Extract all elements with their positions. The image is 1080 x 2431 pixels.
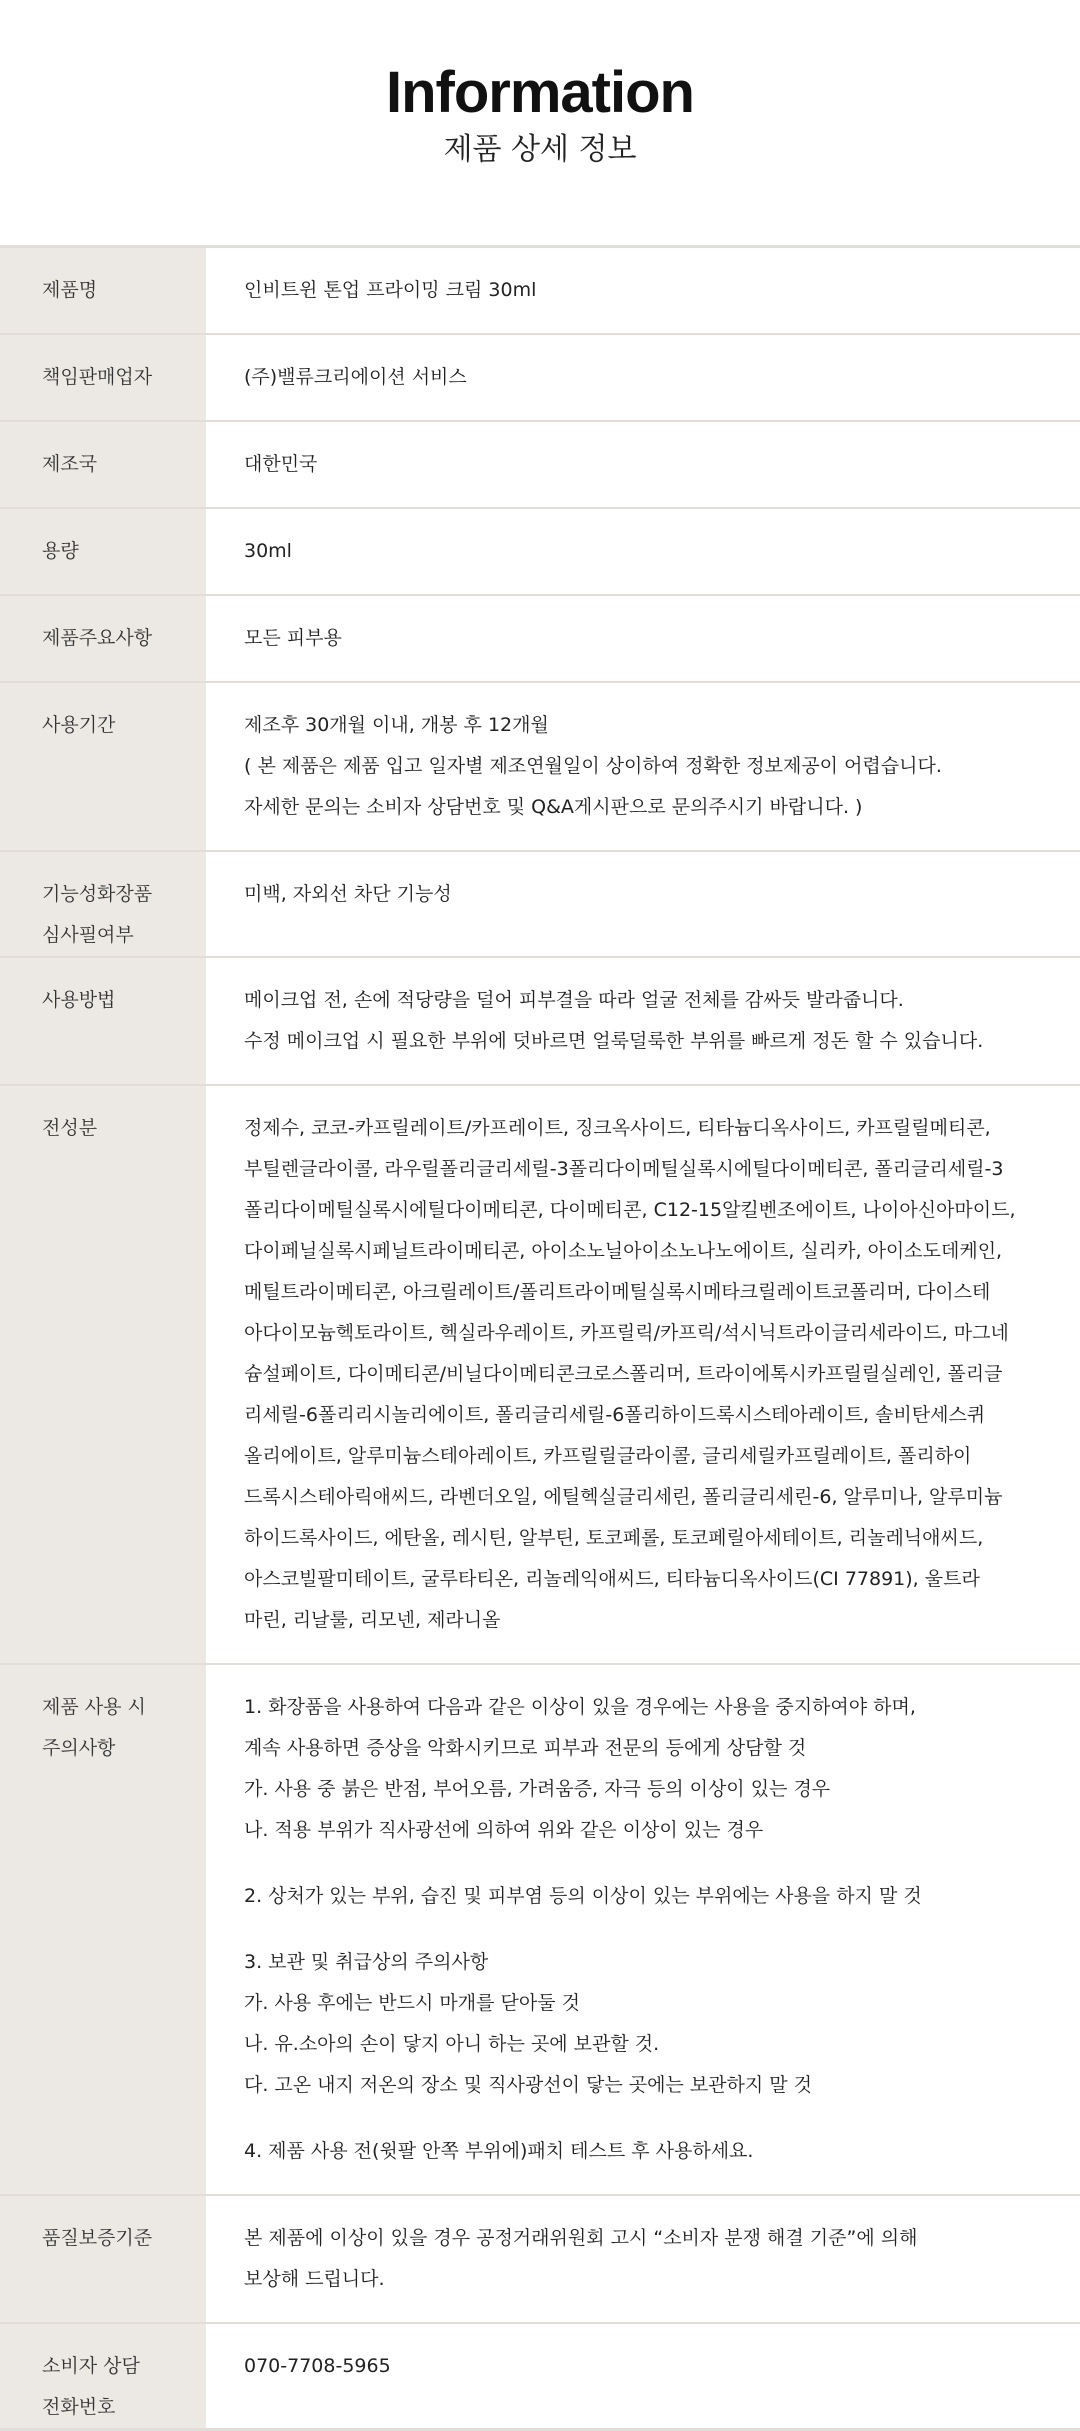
value-line: 30ml <box>244 540 292 562</box>
row-label: 사용방법 <box>0 958 206 1084</box>
info-row-product-name <box>0 248 1080 335</box>
row-label: 품질보증기준 <box>0 2196 206 2322</box>
value-line: 마린, 리날룰, 리모넨, 제라니올 <box>244 1609 501 1631</box>
value-line: 아다이모늄헥토라이트, 헥실라우레이트, 카프릴릭/카프릭/석시닉트라이글리세라이드, 마그네 <box>244 1322 1009 1344</box>
row-label: 전성분 <box>0 1086 206 1663</box>
precaution-line: 다. 고온 내지 저온의 장소 및 직사광선이 닿는 곳에는 보관하지 말 것 <box>244 2074 813 2096</box>
value-line: 아스코빌팔미테이트, 굴루타티온, 리놀레익애씨드, 티타늄디옥사이드(CI 77891), 울트라 <box>244 1568 980 1590</box>
value-line: 미백, 자외선 차단 기능성 <box>244 883 452 905</box>
section-gap <box>244 2106 1050 2131</box>
precaution-line: 3. 보관 및 취급상의 주의사항 <box>244 1951 489 1973</box>
value-line: 보상해 드립니다. <box>244 2268 385 2290</box>
row-label: 제품주요사항 <box>0 596 206 681</box>
row-label: 소비자 상담 전화번호 <box>0 2324 206 2428</box>
row-value <box>206 509 1080 594</box>
precaution-line: 나. 적용 부위가 직사광선에 의하여 위와 같은 이상이 있는 경우 <box>244 1819 764 1841</box>
value-line: 리세릴-6폴리리시놀리에이트, 폴리글리세릴-6폴리하이드록시스테아레이트, 솔비탄세스퀴 <box>244 1404 986 1426</box>
precaution-line: 나. 유.소아의 손이 닿지 아니 하는 곳에 보관할 것. <box>244 2033 660 2055</box>
row-label: 책임판매업자 <box>0 335 206 420</box>
info-row-capacity <box>0 509 1080 596</box>
value-line: 드록시스테아릭애씨드, 라벤더오일, 에틸헥실글리세린, 폴리글리세린-6, 알루미나, 알루미늄 <box>244 1486 1003 1508</box>
info-row-how-to-use <box>0 958 1080 1086</box>
info-row-precautions <box>0 1665 1080 2196</box>
row-value <box>206 852 1080 956</box>
row-value <box>206 248 1080 333</box>
value-line: (주)밸류크리에이션 서비스 <box>244 366 467 388</box>
page-header <box>0 0 1080 245</box>
info-row-country-of-manufacture <box>0 422 1080 509</box>
value-line: 메틸트라이메티콘, 아크릴레이트/폴리트라이메틸실록시메타크릴레이트코폴리머, 다이스테 <box>244 1281 991 1303</box>
info-row-consumer-contact <box>0 2324 1080 2428</box>
page-subtitle: 제품 상세 정보 <box>443 132 637 167</box>
row-label: 제조국 <box>0 422 206 507</box>
info-row-responsible-seller <box>0 335 1080 422</box>
value-line: 폴리다이메틸실록시에틸다이메티콘, 다이메티콘, C12-15알킬벤조에이트, 나이아신아마이드, <box>244 1199 1016 1221</box>
value-line: 슘설페이트, 다이메티콘/비닐다이메티콘크로스폴리머, 트라이에톡시카프릴릴실레인, 폴리글 <box>244 1363 1003 1385</box>
value-line: 다이페닐실록시페닐트라이메티콘, 아이소노닐아이소노나노에이트, 실리카, 아이소도데케인, <box>244 1240 1003 1262</box>
info-row-ingredients <box>0 1086 1080 1665</box>
value-line: 올리에이트, 알루미늄스테아레이트, 카프릴릴글라이콜, 글리세릴카프릴레이트, 폴리하이 <box>244 1445 972 1467</box>
row-value <box>206 958 1080 1084</box>
info-row-main-specs <box>0 596 1080 683</box>
value-line: 모든 피부용 <box>244 627 342 649</box>
value-line: 인비트윈 톤업 프라이밍 크림 30ml <box>244 279 537 301</box>
info-row-quality-guarantee <box>0 2196 1080 2324</box>
value-line: 본 제품에 이상이 있을 경우 공정거래위원회 고시 “소비자 분쟁 해결 기준”에 의해 <box>244 2227 918 2249</box>
row-value <box>206 596 1080 681</box>
row-label: 사용기간 <box>0 683 206 850</box>
row-value <box>206 683 1080 850</box>
row-value <box>206 2196 1080 2322</box>
value-line: 제조후 30개월 이내, 개봉 후 12개월 <box>244 714 549 736</box>
precaution-line: 1. 화장품을 사용하여 다음과 같은 이상이 있을 경우에는 사용을 중지하여야 하며, <box>244 1696 916 1718</box>
value-line: 수정 메이크업 시 필요한 부위에 덧바르면 얼룩덜룩한 부위를 빠르게 정돈 할 수 있습니다. <box>244 1030 984 1052</box>
precaution-line: 4. 제품 사용 전(윗팔 안쪽 부위에)패치 테스트 후 사용하세요. <box>244 2140 754 2162</box>
value-line: 메이크업 전, 손에 적당량을 덜어 피부결을 따라 얼굴 전체를 감싸듯 발라줍니다. <box>244 989 904 1011</box>
product-info-table <box>0 245 1080 2431</box>
row-label: 제품 사용 시 주의사항 <box>0 1665 206 2194</box>
info-row-usage-period <box>0 683 1080 852</box>
value-line: ( 본 제품은 제품 입고 일자별 제조연월일이 상이하여 정확한 정보제공이 어렵습니다. <box>244 755 942 777</box>
section-gap <box>244 1851 1050 1876</box>
precaution-line: 2. 상처가 있는 부위, 습진 및 피부염 등의 이상이 있는 부위에는 사용을 하지 말 것 <box>244 1885 922 1907</box>
value-line: 부틸렌글라이콜, 라우릴폴리글리세릴-3폴리다이메틸실록시에틸다이메티콘, 폴리글리세릴-3 <box>244 1158 1004 1180</box>
value-line: 070-7708-5965 <box>244 2355 391 2377</box>
row-value <box>206 2324 1080 2428</box>
value-line: 대한민국 <box>244 453 318 475</box>
precaution-line: 가. 사용 후에는 반드시 마개를 닫아둘 것 <box>244 1992 580 2014</box>
page-title: Information <box>386 60 694 125</box>
row-value <box>206 335 1080 420</box>
value-line: 정제수, 코코-카프릴레이트/카프레이트, 징크옥사이드, 티타늄디옥사이드, 카프릴릴메티콘, <box>244 1117 991 1139</box>
row-label: 용량 <box>0 509 206 594</box>
row-label: 제품명 <box>0 248 206 333</box>
info-row-functional-cosmetics <box>0 852 1080 958</box>
precaution-line: 계속 사용하면 증상을 악화시키므로 피부과 전문의 등에게 상담할 것 <box>244 1737 807 1759</box>
row-value <box>206 422 1080 507</box>
precaution-line: 가. 사용 중 붉은 반점, 부어오름, 가려움증, 자극 등의 이상이 있는 경우 <box>244 1778 831 1800</box>
row-value <box>206 1665 1080 2194</box>
value-line: 하이드록사이드, 에탄올, 레시틴, 알부틴, 토코페롤, 토코페릴아세테이트, 리놀레닉애씨드, <box>244 1527 984 1549</box>
value-line: 자세한 문의는 소비자 상담번호 및 Q&A게시판으로 문의주시기 바랍니다. ) <box>244 796 863 818</box>
row-label: 기능성화장품 심사필여부 <box>0 852 206 956</box>
row-value <box>206 1086 1080 1663</box>
section-gap <box>244 1917 1050 1942</box>
